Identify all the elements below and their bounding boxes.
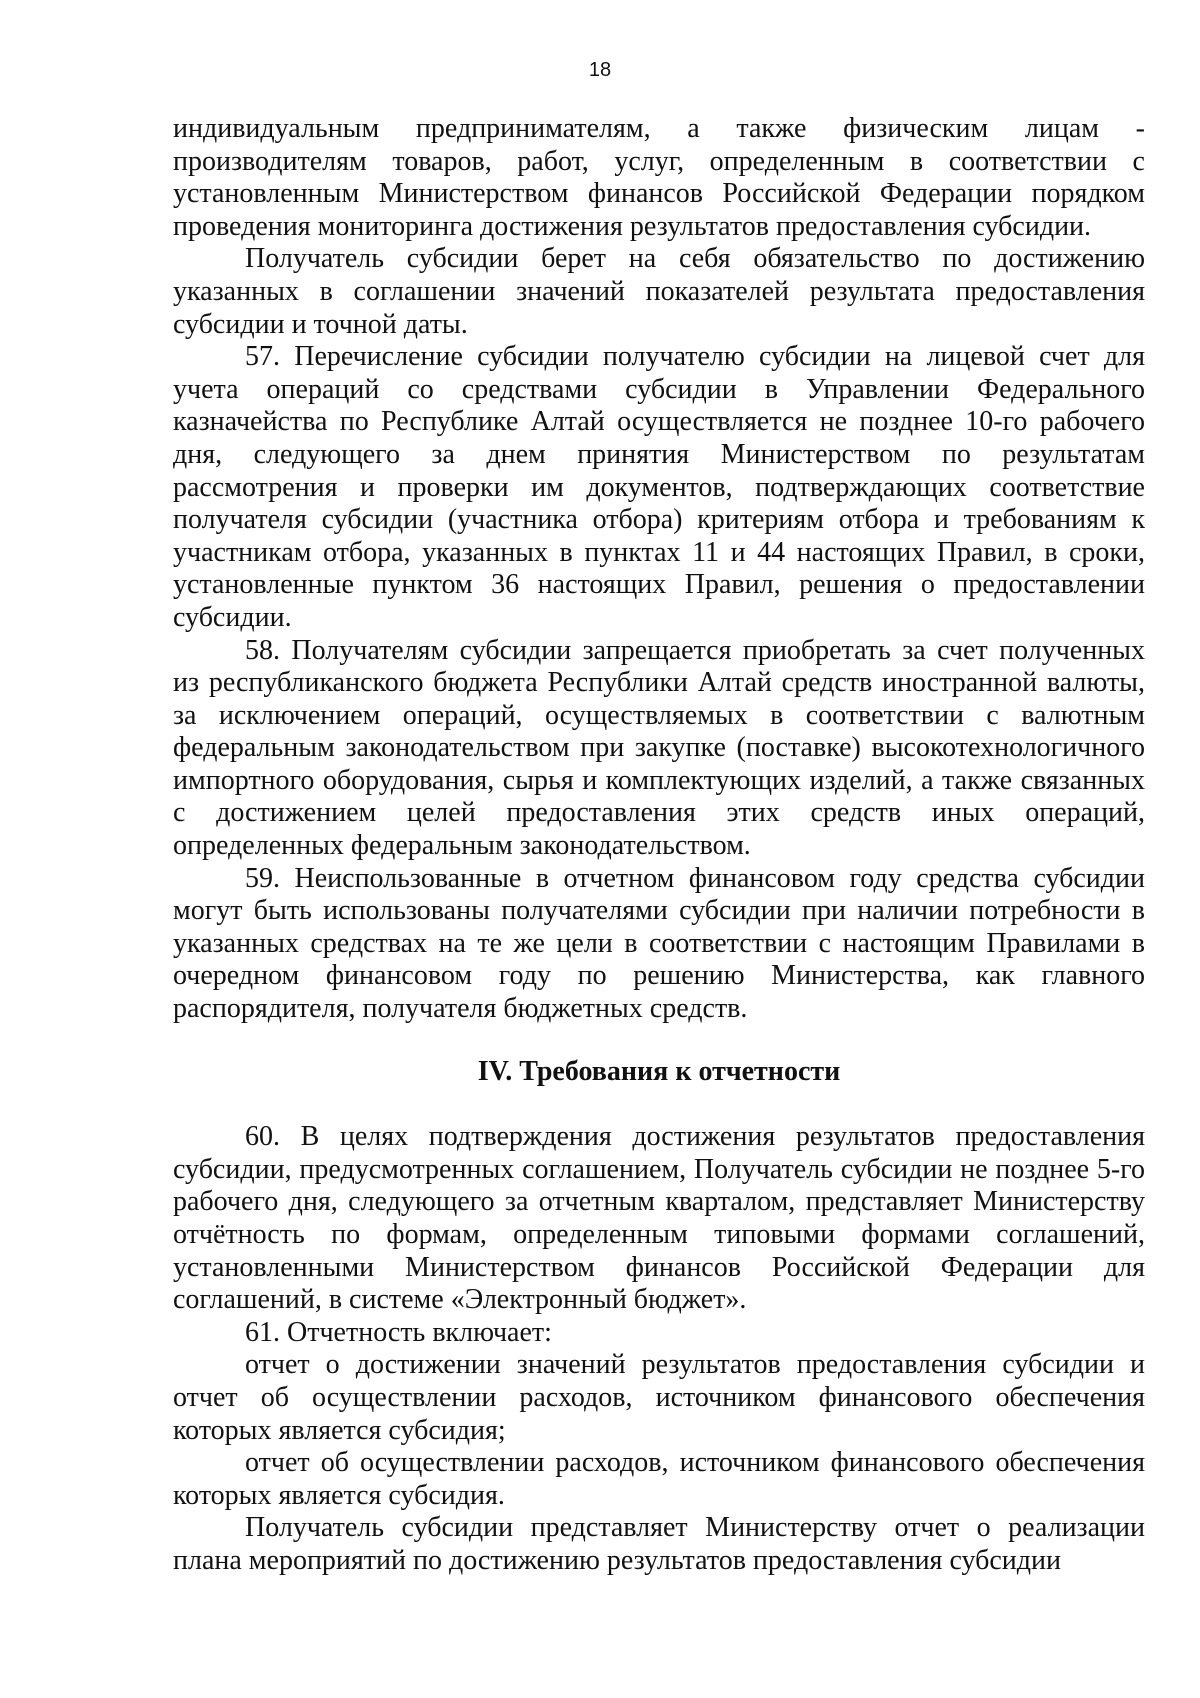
list-item-report-results: отчет о достижении значений результатов предоставления субсидии и отчет об осуществлении расходов, источником финансового обеспечения которых является субсидия; bbox=[173, 1349, 1145, 1446]
paragraph-60: 60. В целях подтверждения достижения результатов предоставления субсидии, предусмотренных соглашением, Получатель субсидии не позднее 5-го рабочего дня, следующего за отчетным кварталом, представляет Министерству отчётность по формам, определенным типовыми формами соглашений, установленными Министерством финансов Российской Федерации для соглашений, в системе «Электронный бюджет». bbox=[173, 1121, 1145, 1316]
paragraph-obligation: Получатель субсидии берет на себя обязательство по достижению указанных в соглашении значений показателей результата предоставления субсидии и точной даты. bbox=[173, 243, 1145, 340]
document-body bbox=[173, 113, 1145, 1578]
page-number: 18 bbox=[588, 59, 612, 81]
paragraph-61: 61. Отчетность включает: bbox=[245, 1316, 552, 1348]
paragraph-continuation: индивидуальным предпринимателям, а также физическим лицам - производителям товаров, работ, услуг, определенным в соответствии с установленным Министерством финансов Российской Федерации порядком проведения мониторинга достижения результатов предоставления субсидии. bbox=[173, 113, 1145, 242]
section-heading: IV. Требования к отчетности bbox=[477, 1055, 841, 1087]
paragraph-58: 58. Получателям субсидии запрещается приобретать за счет полученных из республиканского бюджета Республики Алтай средств иностранной валюты, за исключением операций, осуществляемых в соответствии с валютным федеральным законодательством при закупке (поставке) высокотехнологичного импортного оборудования, сырья и комплектующих изделий, а также связанных с достижением целей предоставления этих средств иных операций, определенных федеральным законодательством. bbox=[173, 634, 1145, 862]
paragraph-57: 57. Перечисление субсидии получателю субсидии на лицевой счет для учета операций со средствами субсидии в Управлении Федерального казначейства по Республике Алтай осуществляется не позднее 10-го рабочего дня, следующего за днем принятия Министерством по результатам рассмотрения и проверки им документов, подтверждающих соответствие получателя субсидии (участника отбора) критериям отбора и требованиям к участникам отбора, указанных в пунктах 11 и 44 настоящих Правил, в сроки, установленные пунктом 36 настоящих Правил, решения о предоставлении субсидии. bbox=[173, 341, 1145, 633]
paragraph-plan-report: Получатель субсидии представляет Министерству отчет о реализации плана мероприятий по достижению результатов предоставления субсидии bbox=[173, 1512, 1145, 1576]
paragraph-59: 59. Неиспользованные в отчетном финансовом году средства субсидии могут быть использованы получателями субсидии при наличии потребности в указанных средствах на те же цели в соответствии с настоящим Правилами в очередном финансовом году по решению Министерства, как главного распорядителя, получателя бюджетных средств. bbox=[173, 862, 1145, 1025]
list-item-report-expenses: отчет об осуществлении расходов, источником финансового обеспечения которых является субсидия. bbox=[173, 1447, 1145, 1511]
